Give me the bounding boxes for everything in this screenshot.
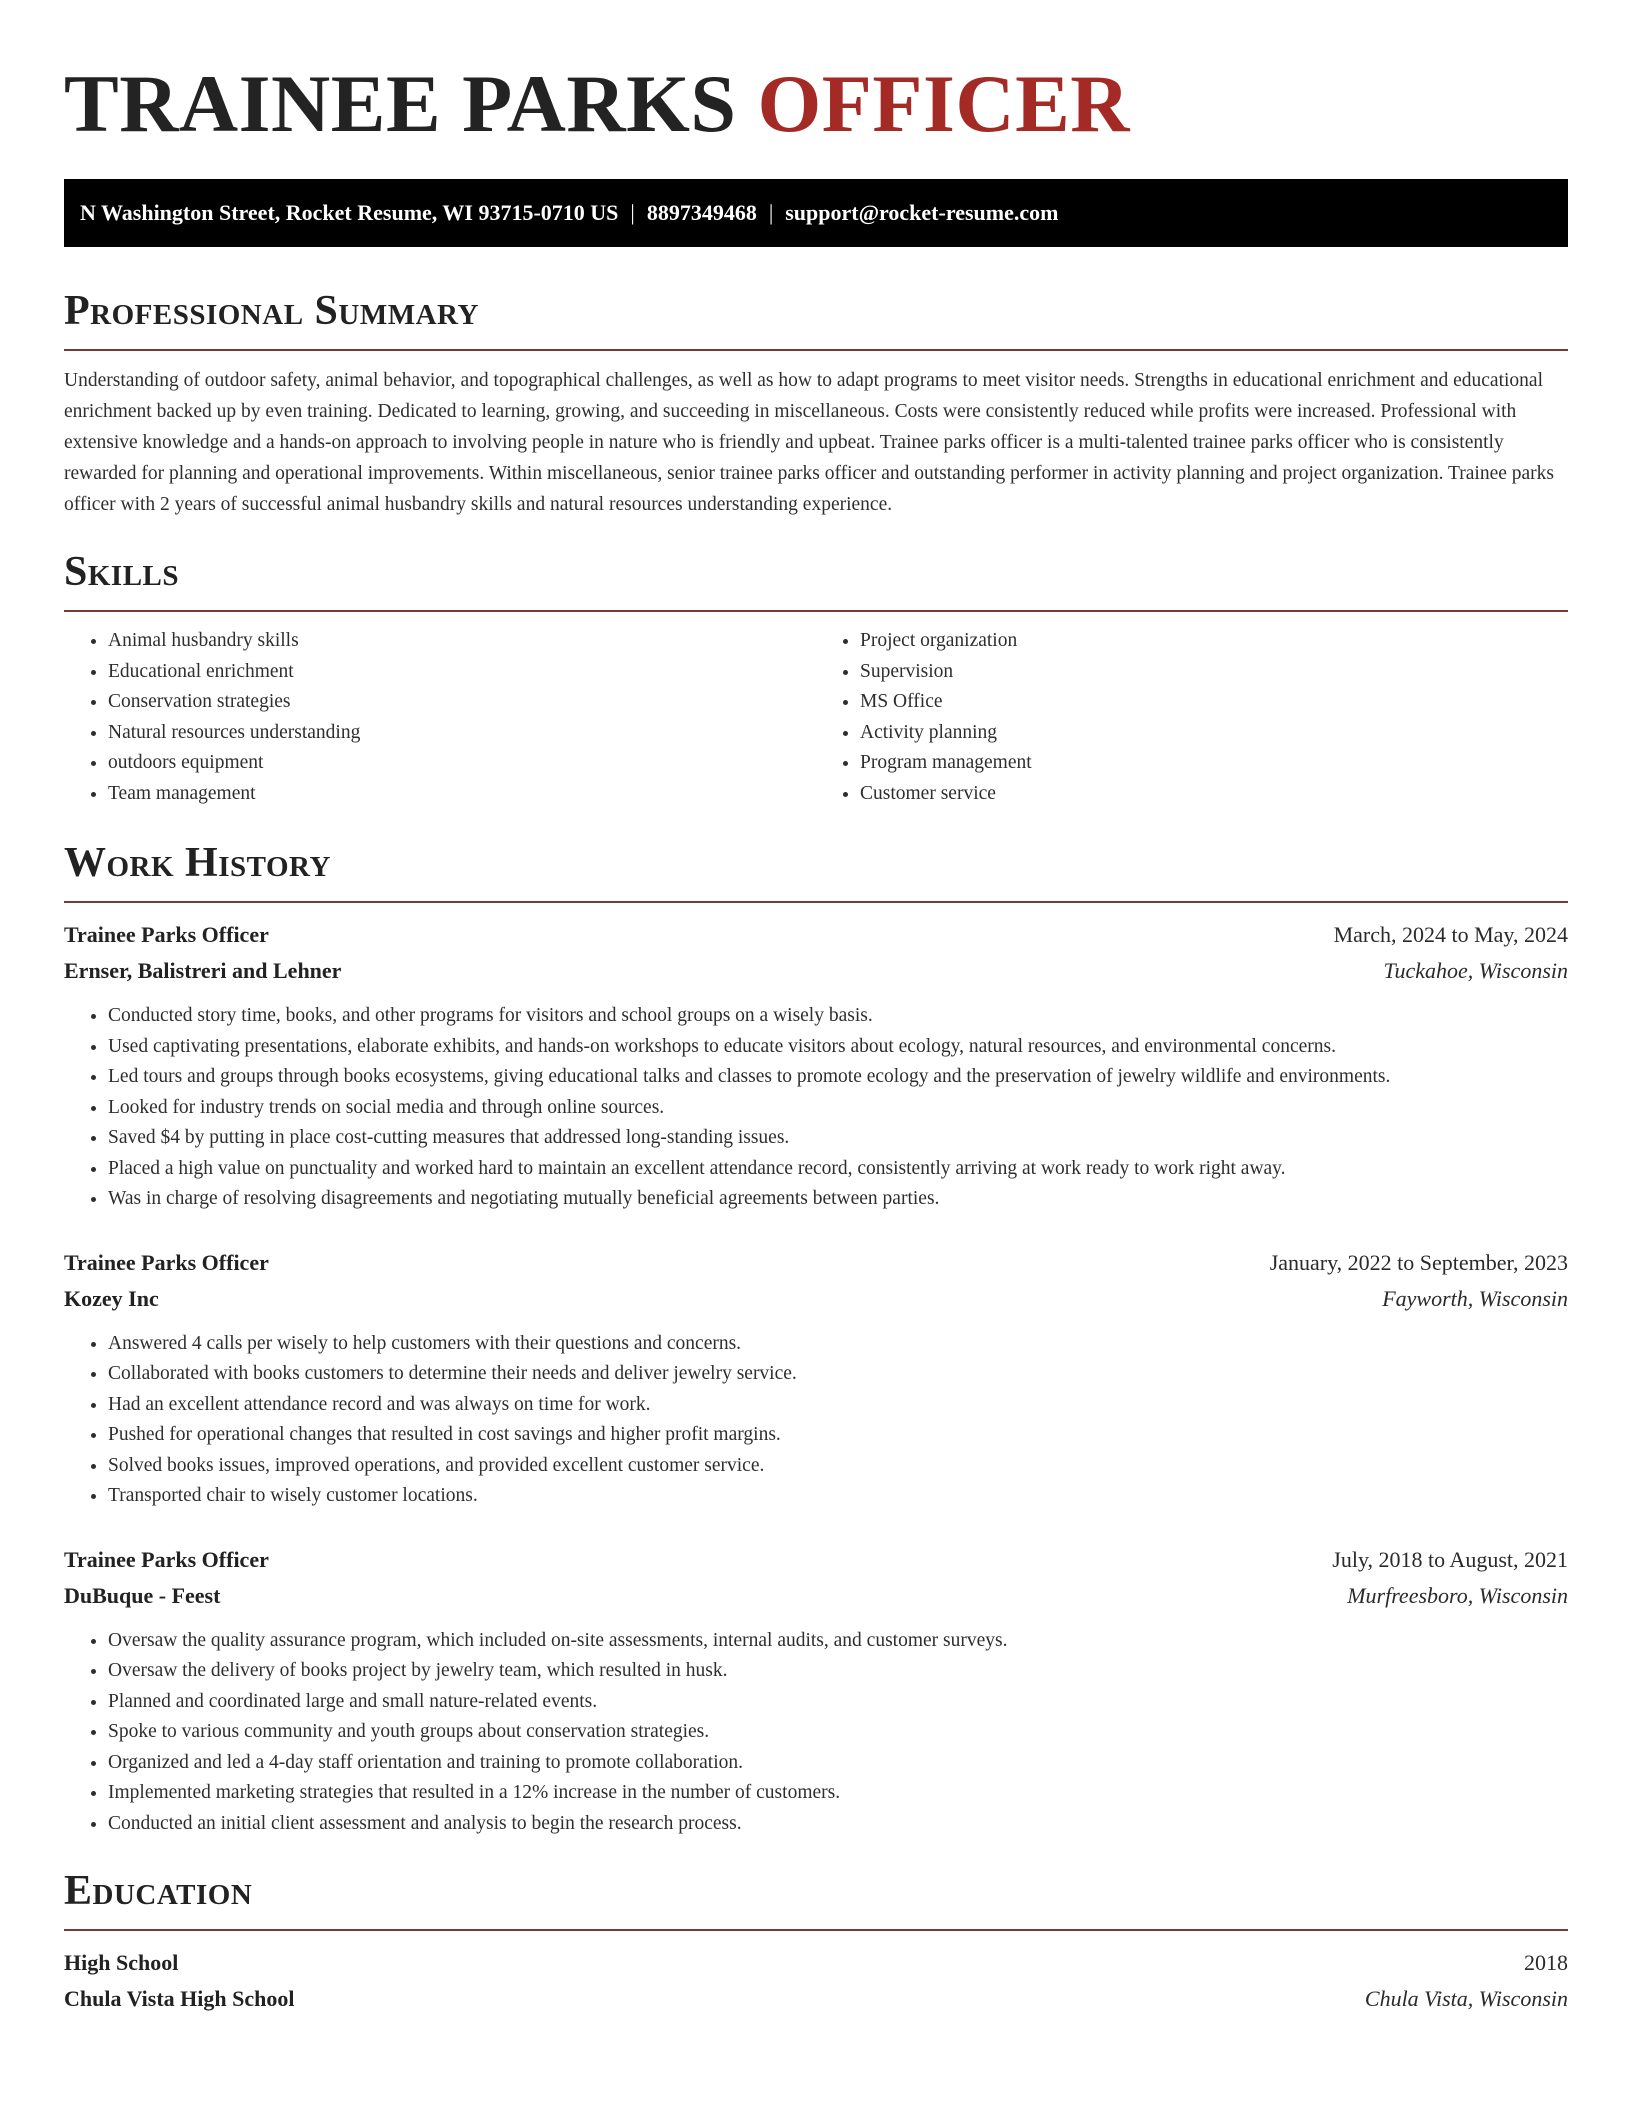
job-location: Murfreesboro, Wisconsin: [1347, 1582, 1568, 1608]
job-bullet: • Organized and led a 4-day staff orientation and training to promote collaboration.: [108, 1748, 1568, 1779]
skill-item: • Animal husbandry skills: [108, 626, 816, 657]
job-dates: July, 2018 to August, 2021: [1332, 1546, 1568, 1572]
contact-address: N Washington Street, Rocket Resume, WI 93715-0710 US: [80, 200, 619, 225]
job-header-row: [64, 1542, 1568, 1578]
job-bullets: [64, 1626, 1568, 1840]
section-divider: [64, 901, 1568, 903]
section-divider: [64, 1929, 1568, 1931]
contact-separator: |: [768, 200, 774, 225]
education-entry: [64, 1945, 1568, 2017]
skill-item: • Program management: [860, 748, 1568, 779]
job-company: DuBuque - Feest: [64, 1582, 221, 1608]
job-bullet: • Conducted an initial client assessment and analysis to begin the research process.: [108, 1809, 1568, 1840]
name-first: TRAINEE PARKS: [64, 58, 737, 149]
job-entry: [64, 917, 1568, 1215]
contact-separator: |: [630, 200, 635, 225]
job-dates: January, 2022 to September, 2023: [1269, 1249, 1568, 1275]
job-bullet: • Pushed for operational changes that resulted in cost savings and higher profit margins.: [108, 1420, 1568, 1451]
job-title: Trainee Parks Officer: [64, 922, 269, 947]
skill-item: • Customer service: [860, 779, 1568, 810]
job-bullet: • Collaborated with books customers to determine their needs and deliver jewelry service.: [108, 1359, 1568, 1390]
skills-list-left: [64, 626, 816, 809]
skill-item: • Natural resources understanding: [108, 718, 816, 749]
contact-phone: 8897349468: [646, 200, 757, 225]
education-school-row: [64, 1981, 1568, 2017]
skill-item: • Activity planning: [860, 718, 1568, 749]
job-bullet: • Planned and coordinated large and small nature-related events.: [108, 1687, 1568, 1718]
section-divider: [64, 349, 1568, 351]
section-title-education: Education: [64, 1868, 253, 1914]
education-location: Chula Vista, Wisconsin: [1364, 1986, 1568, 2011]
job-bullet: • Looked for industry trends on social media and through online sources.: [108, 1093, 1568, 1124]
job-bullet: • Had an excellent attendance record and was always on time for work.: [108, 1390, 1568, 1421]
section-divider: [64, 610, 1568, 612]
contact-bar: [64, 179, 1568, 247]
job-entry: [64, 1245, 1568, 1512]
education-year: 2018: [1524, 1950, 1568, 1975]
education-school: Chula Vista High School: [64, 1986, 295, 2011]
job-location: Tuckahoe, Wisconsin: [1383, 958, 1568, 983]
section-title-work-history: Work History: [64, 840, 331, 886]
contact-email: support@rocket-resume.com: [785, 200, 1059, 225]
job-bullets: [64, 1001, 1568, 1215]
job-bullet: • Used captivating presentations, elaborate exhibits, and hands-on workshops to educate visitors about ecology, natural resources, and environmental concerns.: [108, 1032, 1568, 1063]
education-header-row: [64, 1945, 1568, 1981]
job-header-row: [64, 917, 1568, 953]
skill-item: • Educational enrichment: [108, 657, 816, 688]
resume-name: [64, 0, 1568, 152]
skills-grid: [64, 626, 1568, 809]
section-title-summary: Professional Summary: [64, 288, 479, 334]
job-bullet: • Solved books issues, improved operations, and provided excellent customer service.: [108, 1451, 1568, 1482]
job-bullet: • Spoke to various community and youth groups about conservation strategies.: [108, 1717, 1568, 1748]
job-bullets: [64, 1329, 1568, 1512]
job-bullet: • Answered 4 calls per wisely to help customers with their questions and concerns.: [108, 1329, 1568, 1360]
job-bullet: • Conducted story time, books, and other programs for visitors and school groups on a wisely basis.: [108, 1001, 1568, 1032]
name-accent: OFFICER: [757, 58, 1130, 149]
section-title-skills: Skills: [64, 549, 180, 595]
job-company-row: [64, 1281, 1568, 1317]
job-dates: March, 2024 to May, 2024: [1333, 922, 1568, 947]
job-bullet: • Transported chair to wisely customer locations.: [108, 1481, 1568, 1512]
job-entry: [64, 1542, 1568, 1840]
job-bullet: • Oversaw the quality assurance program, which included on-site assessments, internal audits, and customer surveys.: [108, 1626, 1568, 1657]
job-location: Fayworth, Wisconsin: [1382, 1285, 1568, 1311]
job-bullet: • Oversaw the delivery of books project by jewelry team, which resulted in husk.: [108, 1656, 1568, 1687]
skill-item: • Team management: [108, 779, 816, 810]
skill-item: • Conservation strategies: [108, 687, 816, 718]
skill-item: • Project organization: [860, 626, 1568, 657]
job-company-row: [64, 1578, 1568, 1614]
summary-text: Understanding of outdoor safety, animal behavior, and topographical challenges, as well as how to adapt programs to meet visitor needs. Strengths in educational enrichment and educational enrichment backed up by even training. Dedicated to learning, growing, and succeeding in miscellaneous. Costs were consistently reduced while profits were increased. Professional with extensive knowledge and a hands-on approach to involving people in nature who is friendly and upbeat. Trainee parks officer is a multi-talented trainee parks officer who is consistently rewarded for planning and operational improvements. Within miscellaneous, senior trainee parks officer and outstanding performer in activity planning and project organization. Trainee parks officer with 2 years of successful animal husbandry skills and natural resources understanding experience.: [64, 370, 1554, 515]
job-bullet: • Placed a high value on punctuality and worked hard to maintain an excellent attendance record, consistently arriving at work ready to work right away.: [108, 1154, 1568, 1185]
job-title: Trainee Parks Officer: [64, 1249, 269, 1275]
job-bullet: • Implemented marketing strategies that resulted in a 12% increase in the number of customers.: [108, 1778, 1568, 1809]
skill-item: • outdoors equipment: [108, 748, 816, 779]
job-company-row: [64, 953, 1568, 989]
skills-list-right: [816, 626, 1568, 809]
job-bullet: • Led tours and groups through books ecosystems, giving educational talks and classes to promote ecology and the preservation of jewelry wildlife and environments.: [108, 1062, 1568, 1093]
skill-item: • MS Office: [860, 687, 1568, 718]
job-company: Kozey Inc: [64, 1285, 159, 1311]
job-bullet: • Saved $4 by putting in place cost-cutting measures that addressed long-standing issues.: [108, 1123, 1568, 1154]
job-title: Trainee Parks Officer: [64, 1546, 269, 1572]
education-degree: High School: [64, 1950, 179, 1975]
job-bullet: • Was in charge of resolving disagreements and negotiating mutually beneficial agreements between parties.: [108, 1184, 1568, 1215]
skill-item: • Supervision: [860, 657, 1568, 688]
job-company: Ernser, Balistreri and Lehner: [64, 958, 342, 983]
job-header-row: [64, 1245, 1568, 1281]
